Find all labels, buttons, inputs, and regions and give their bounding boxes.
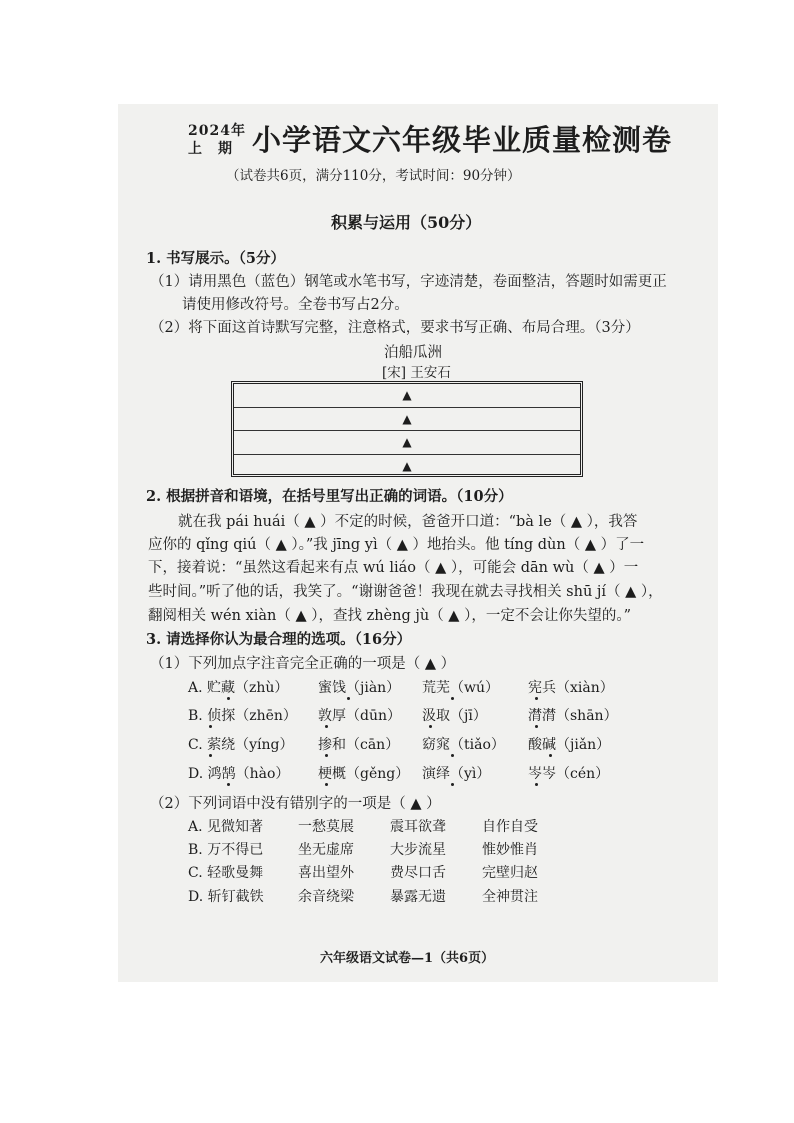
- emphasis-dot: [227, 697, 230, 700]
- question-3-sub1: （1）下列加点字注音完全正确的一项是（ ▲ ）: [150, 656, 456, 672]
- option-a-word: 自作自受: [482, 819, 538, 835]
- option-d-item: D. 鸿鹄（hào）: [188, 766, 290, 782]
- option-a-item: 荒芜（wú）: [422, 680, 499, 696]
- option-d-item: 梗概（gěng）: [318, 766, 410, 782]
- option-c-item: C. 萦绕（yíng）: [188, 737, 294, 753]
- question-2-line: 翻阅相关 wén xiàn（ ▲ ），查找 zhèng jù（ ▲ ），一定不会让你失望的。”: [148, 608, 631, 624]
- emphasis-dot: [209, 754, 212, 757]
- exam-subtitle: （试卷共6页，满分110分，考试时间：90分钟）: [226, 168, 521, 184]
- poem-writing-grid[interactable]: [231, 381, 583, 477]
- option-b-word: 坐无虚席: [298, 842, 354, 858]
- question-2-line: 些时间。”听了他的话，我笑了。“谢谢爸爸！我现在就去寻找相关 shū jí（ ▲ ），: [148, 584, 663, 600]
- option-a-item: 宪兵（xiàn）: [528, 680, 614, 696]
- emphasis-dot: [209, 725, 212, 728]
- emphasis-dot: [227, 783, 230, 786]
- page-footer: 六年级语文试卷—1（共6页）: [320, 951, 495, 966]
- option-d-item: 演绎（yì）: [422, 766, 491, 782]
- question-1-part1-line1: （1）请用黑色（蓝色）钢笔或水笔书写，字迹清楚，卷面整洁，答题时如需更正: [150, 274, 667, 290]
- exam-year: 2024年: [188, 123, 246, 139]
- poem-line-blank[interactable]: ▲: [234, 384, 580, 408]
- poem-line-blank[interactable]: ▲: [402, 458, 412, 473]
- option-a-word: 震耳欲聋: [390, 819, 446, 835]
- question-1-part1-line2: 请使用修改符号。全卷书写占2分。: [182, 297, 409, 313]
- emphasis-dot: [549, 754, 552, 757]
- option-b-word: 惟妙惟肖: [482, 842, 538, 858]
- exam-term: 上 期: [188, 141, 233, 157]
- emphasis-dot: [347, 697, 350, 700]
- question-3-heading: 3. 请选择你认为最合理的选项。（16分）: [146, 631, 412, 648]
- emphasis-dot: [429, 725, 432, 728]
- option-c-item: 窈窕（tiǎo）: [422, 737, 505, 753]
- emphasis-dot: [535, 725, 538, 728]
- poem-line-blank[interactable]: ▲: [234, 431, 580, 455]
- option-d-word: 暴露无遗: [390, 889, 446, 905]
- option-d-word: 余音绕梁: [298, 889, 354, 905]
- option-b-item: 敦厚（dūn）: [318, 708, 401, 724]
- option-b-item: 潸潸（shān）: [528, 708, 618, 724]
- option-a-word: A. 见微知著: [188, 819, 264, 835]
- poem-title: 泊船瓜洲: [384, 345, 442, 361]
- option-b-word: 大步流星: [390, 842, 446, 858]
- question-2-line: 应你的 qǐng qiú（ ▲ ）。”我 jīng yì（ ▲ ）地抬头。他 tíng dùn（ ▲ ）了一: [148, 537, 645, 553]
- emphasis-dot: [451, 783, 454, 786]
- question-2-line: 下，接着说：“虽然这看起来有点 wú liáo（ ▲ ），可能会 dān wù（ ▲ ）一: [148, 560, 639, 576]
- option-c-item: 掺和（cān）: [318, 737, 400, 753]
- page-title: 小学语文六年级毕业质量检测卷: [252, 123, 673, 157]
- question-2-heading: 2. 根据拼音和语境，在括号里写出正确的词语。（10分）: [146, 488, 513, 505]
- section-title: 积累与运用（50分）: [331, 213, 482, 232]
- option-b-word: B. 万不得已: [188, 842, 264, 858]
- emphasis-dot: [451, 697, 454, 700]
- option-a-word: 一愁莫展: [298, 819, 354, 835]
- option-d-word: D. 斩钉截铁: [188, 889, 264, 905]
- option-d-word: 全神贯注: [482, 889, 538, 905]
- emphasis-dot: [451, 754, 454, 757]
- poem-line-blank[interactable]: ▲: [234, 408, 580, 432]
- option-b-item: 汲取（jī）: [422, 708, 487, 724]
- question-1-part2: （2）将下面这首诗默写完整，注意格式，要求书写正确、布局合理。（3分）: [150, 320, 640, 336]
- option-c-word: 费尽口舌: [390, 865, 446, 881]
- option-c-word: 完壁归赵: [482, 865, 538, 881]
- emphasis-dot: [325, 725, 328, 728]
- option-a-item: A. 贮藏（zhù）: [188, 680, 289, 696]
- question-2-line: 就在我 pái huái（ ▲ ）不定的时候，爸爸开口道：“bà le（ ▲ ），我答: [178, 514, 638, 530]
- option-c-word: 喜出望外: [298, 865, 354, 881]
- poem-author: [宋] 王安石: [382, 365, 451, 381]
- option-c-item: 酸碱（jiǎn）: [528, 737, 611, 753]
- emphasis-dot: [325, 783, 328, 786]
- option-d-item: 岑岑（cén）: [528, 766, 610, 782]
- emphasis-dot: [325, 754, 328, 757]
- option-b-item: B. 侦探（zhēn）: [188, 708, 297, 724]
- emphasis-dot: [535, 697, 538, 700]
- question-3-sub2: （2）下列词语中没有错别字的一项是（ ▲ ）: [150, 796, 441, 812]
- emphasis-dot: [535, 783, 538, 786]
- option-a-item: 蜜饯（jiàn）: [318, 680, 401, 696]
- question-1-heading: 1. 书写展示。（5分）: [146, 250, 286, 267]
- option-c-word: C. 轻歌曼舞: [188, 865, 264, 881]
